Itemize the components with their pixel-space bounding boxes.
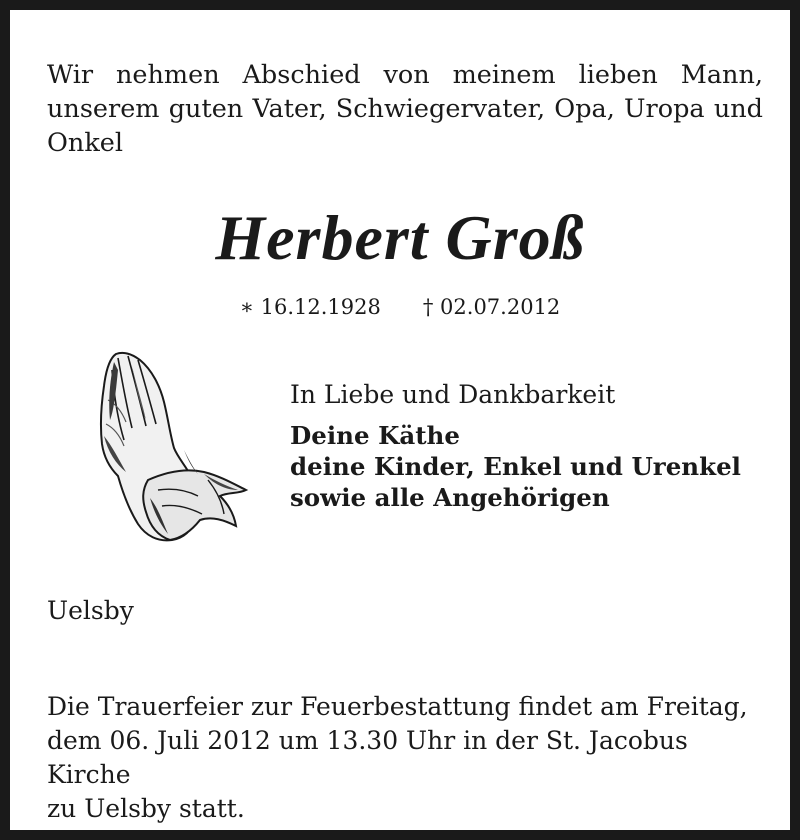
- place-name: Uelsby: [47, 596, 134, 625]
- mourner-line: sowie alle Angehörigen: [290, 483, 610, 512]
- deceased-name: Herbert Groß: [215, 202, 585, 273]
- mourners-list: [290, 420, 770, 513]
- praying-hands-icon: [88, 340, 258, 545]
- funeral-line-2: dem 06. Juli 2012 um 13.30 Uhr in der St. Jacobus Kirche: [47, 726, 688, 789]
- signoff: [290, 378, 770, 513]
- funeral-line-1: Die Trauerfeier zur Feuerbestattung findet am Freitag,: [47, 692, 748, 721]
- mourner-line: Deine Käthe: [290, 421, 460, 450]
- funeral-details: [47, 690, 763, 826]
- signoff-lead: In Liebe und Dankbarkeit: [290, 380, 616, 409]
- intro-text: [47, 58, 763, 160]
- funeral-line-3: zu Uelsby statt.: [47, 794, 245, 823]
- intro-line-1: Wir nehmen Abschied von meinem lieben Mann,: [47, 60, 763, 90]
- death-date: † 02.07.2012: [422, 295, 561, 319]
- mourner-line: deine Kinder, Enkel und Urenkel: [290, 452, 741, 481]
- birth-date: ∗ 16.12.1928: [239, 295, 381, 319]
- intro-line-3: Onkel: [47, 128, 124, 158]
- intro-line-2: unserem guten Vater, Schwiegervater, Opa, Uropa und: [47, 94, 763, 124]
- life-dates: [10, 292, 790, 322]
